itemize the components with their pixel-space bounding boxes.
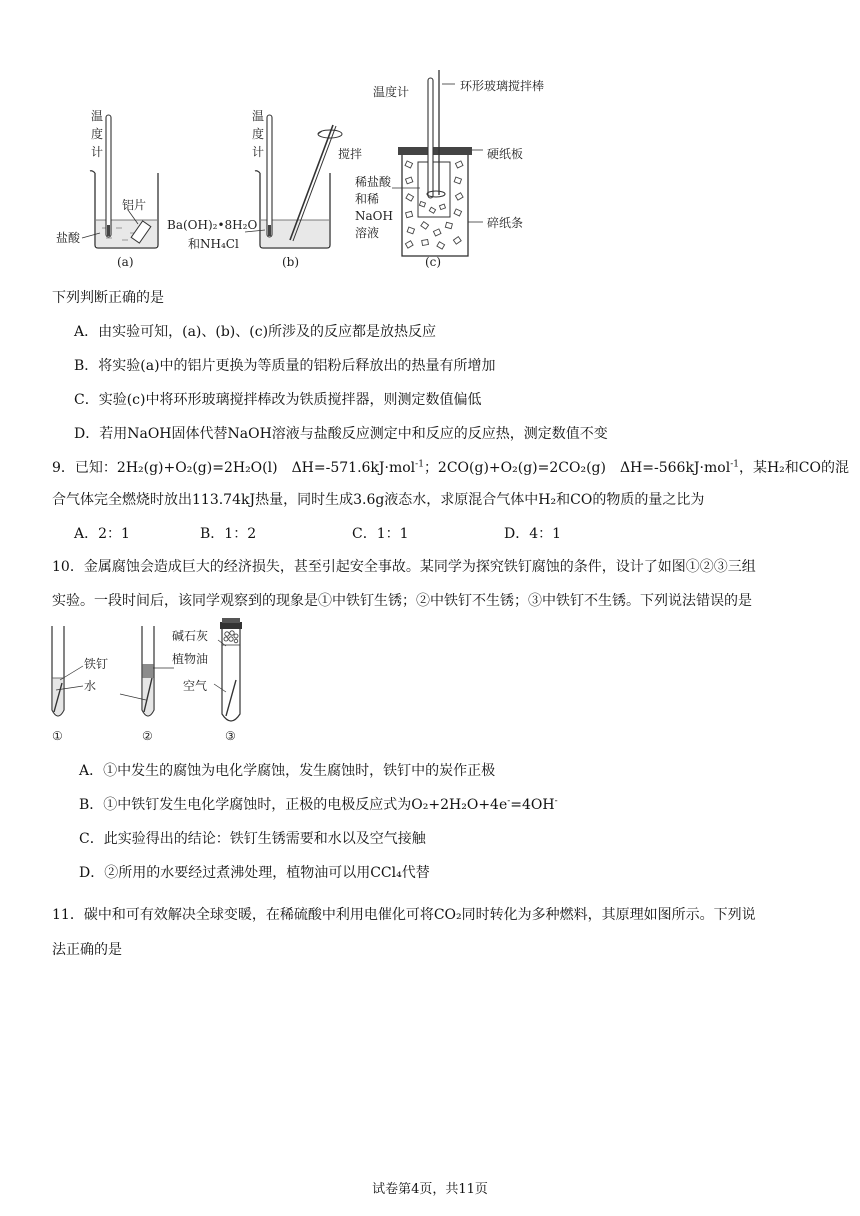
q10-option-d: D．②所用的水要经过煮沸处理，植物油可以用CCl₄代替 <box>79 865 430 881</box>
q9-sup-2: -1 <box>730 459 739 470</box>
label-b-reagent-1: Ba(OH)₂•8H₂O <box>167 218 258 232</box>
q9-option-c: C．1：1 <box>352 526 409 542</box>
label-b-reagent-2: 和NH₄Cl <box>188 237 239 251</box>
q9-option-a: A．2：1 <box>74 526 130 542</box>
label-a-acid: 盐酸 <box>56 231 81 245</box>
label-soda-lime: 碱石灰 <box>172 629 209 643</box>
label-c-thermometer: 温度计 <box>373 85 410 99</box>
label-tube-1: ① <box>52 729 63 743</box>
page-footer: 试卷第4页，共11页 <box>372 1182 488 1197</box>
q8-option-c: C．实验(c)中将环形玻璃搅拌棒改为铁质搅拌器，则测定数值偏低 <box>74 392 482 408</box>
label-b-thermometer-2: 度 <box>252 127 265 141</box>
label-b-stir: 搅拌 <box>338 147 363 161</box>
label-c-solution-3: NaOH <box>355 209 393 223</box>
label-c-cardboard: 硬纸板 <box>487 147 524 161</box>
label-a-thermometer-1: 温 <box>91 109 104 123</box>
label-water: 水 <box>84 679 97 693</box>
nail-corrosion-figure <box>40 618 280 744</box>
label-b-thermometer-3: 计 <box>252 145 265 159</box>
q10-option-b <box>79 794 558 814</box>
caption-b: (b) <box>282 255 300 269</box>
label-c-solution-1: 稀盐酸 <box>355 175 392 189</box>
q10-option-a: A．①中发生的腐蚀为电化学腐蚀，发生腐蚀时，铁钉中的炭作正极 <box>79 763 496 779</box>
label-a-al-piece: 铝片 <box>122 198 147 212</box>
label-oil: 植物油 <box>172 652 209 666</box>
experiment-figure-abc <box>50 70 610 275</box>
label-c-paper-strips: 碎纸条 <box>487 216 524 230</box>
q9-line-1b: ；2CO(g)+O₂(g)=2CO₂(g) ΔH=-566kJ·mol <box>423 460 731 476</box>
label-c-solution-2: 和稀 <box>355 192 380 206</box>
label-a-thermometer-3: 计 <box>91 145 104 159</box>
label-air: 空气 <box>183 679 208 693</box>
q10-line-1: 10．金属腐蚀会造成巨大的经济损失，甚至引起安全事故。某同学为探究铁钉腐蚀的条件，设计了如图①②③三组 <box>52 559 756 575</box>
label-c-solution-4: 溶液 <box>355 226 380 240</box>
q9-line-2: 合气体完全燃烧时放出113.74kJ热量，同时生成3.6g液态水，求原混合气体中H₂和CO的物质的量之比为 <box>52 492 705 508</box>
q10-option-b-sup-2: - <box>554 796 558 807</box>
label-b-thermometer-1: 温 <box>252 109 265 123</box>
test-tube-3 <box>214 618 242 721</box>
q8-option-b: B．将实验(a)中的铝片更换为等质量的铝粉后释放出的热量有所增加 <box>74 358 496 374</box>
caption-c: (c) <box>425 255 442 269</box>
label-tube-3: ③ <box>225 729 236 743</box>
q9-line-1c: ，某H₂和CO的混 <box>738 460 849 476</box>
q8-option-d: D．若用NaOH固体代替NaOH溶液与盐酸反应测定中和反应的反应热，测定数值不变 <box>74 426 608 442</box>
caption-a: (a) <box>117 255 134 269</box>
q10-option-b-text-2: =4OH <box>510 797 555 813</box>
q9-sup-1: -1 <box>415 459 424 470</box>
q10-line-2: 实验。一段时间后，该同学观察到的现象是①中铁钉生锈；②中铁钉不生锈；③中铁钉不生锈。下列说法错误的是 <box>52 593 752 609</box>
q11-line-1: 11．碳中和可有效解决全球变暖，在稀硫酸中利用电催化可将CO₂同时转化为多种燃料，其原理如图所示。下列说 <box>52 907 756 923</box>
label-a-thermometer-2: 度 <box>91 127 104 141</box>
q8-option-a: A．由实验可知，(a)、(b)、(c)所涉及的反应都是放热反应 <box>74 324 437 340</box>
q9-option-b: B．1：2 <box>200 526 257 542</box>
label-nail: 铁钉 <box>84 657 109 671</box>
q9-line-1 <box>52 457 849 477</box>
q10-option-b-text: B．①中铁钉发生电化学腐蚀时，正极的电极反应式为O₂+2H₂O+4e <box>79 797 508 813</box>
test-tube-1 <box>52 626 83 716</box>
q9-option-d: D．4：1 <box>504 526 562 542</box>
q11-line-2: 法正确的是 <box>52 942 122 958</box>
q10-option-c: C．此实验得出的结论：铁钉生锈需要和水以及空气接触 <box>79 831 426 847</box>
q10-option-b-sup-1: - <box>507 796 511 807</box>
test-tube-2 <box>120 626 174 716</box>
label-c-stirrer: 环形玻璃搅拌棒 <box>460 79 545 93</box>
label-tube-2: ② <box>142 729 153 743</box>
q8-stem: 下列判断正确的是 <box>52 290 164 306</box>
q9-line-1a: 9．已知：2H₂(g)+O₂(g)=2H₂O(l) ΔH=-571.6kJ·mol <box>52 460 416 476</box>
